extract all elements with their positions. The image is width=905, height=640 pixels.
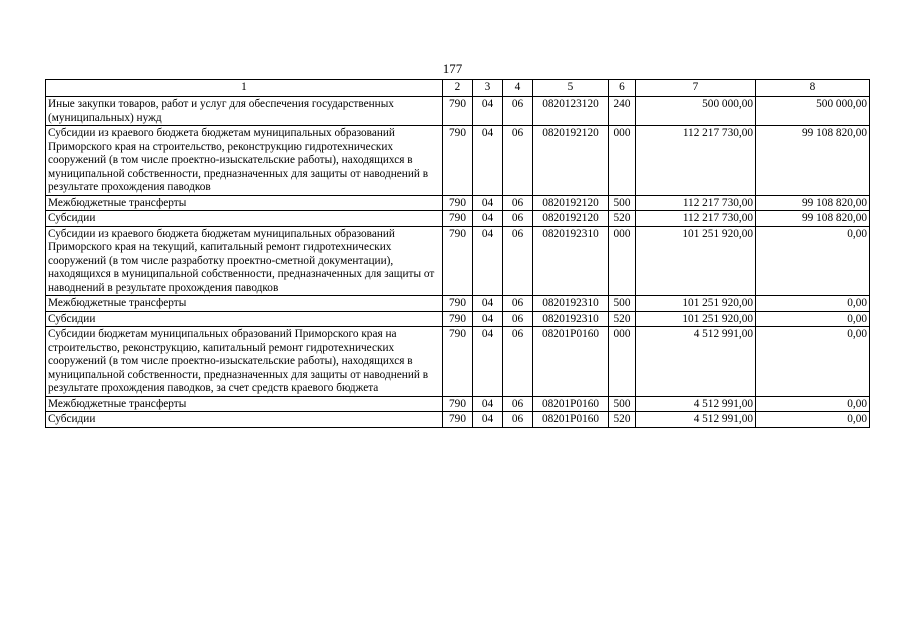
row-amount-7: 101 251 920,00 [636, 226, 756, 296]
table-row [46, 211, 870, 227]
row-code-2: 790 [443, 327, 473, 397]
row-amount-7: 4 512 991,00 [636, 412, 756, 428]
row-code-5: 08201P0160 [533, 327, 609, 397]
row-code-4: 06 [503, 396, 533, 412]
row-code-5: 0820192120 [533, 126, 609, 196]
row-code-5: 0820192310 [533, 226, 609, 296]
column-header: 7 [636, 80, 756, 97]
row-amount-7: 500 000,00 [636, 97, 756, 126]
column-header: 8 [756, 80, 870, 97]
row-code-5: 0820123120 [533, 97, 609, 126]
row-amount-7: 4 512 991,00 [636, 327, 756, 397]
row-code-3: 04 [473, 296, 503, 312]
row-code-4: 06 [503, 211, 533, 227]
row-code-2: 790 [443, 396, 473, 412]
table-row [46, 396, 870, 412]
row-code-4: 06 [503, 327, 533, 397]
table-row [46, 327, 870, 397]
row-name: Субсидии [46, 311, 443, 327]
row-code-2: 790 [443, 412, 473, 428]
row-code-3: 04 [473, 211, 503, 227]
row-amount-8: 99 108 820,00 [756, 195, 870, 211]
row-code-6: 500 [609, 195, 636, 211]
row-code-5: 0820192120 [533, 211, 609, 227]
row-code-3: 04 [473, 126, 503, 196]
row-name: Субсидии из краевого бюджета бюджетам муниципальных образований Приморского края на текущий, капитальный ремонт гидротехнических сооружений (в том числе разработку проектно-сметной документации), находящихся в муниципальной собственности, предназначенных для защиты от наводнений в результате прохождения паводков [46, 226, 443, 296]
row-code-6: 500 [609, 296, 636, 312]
row-code-6: 000 [609, 226, 636, 296]
row-code-4: 06 [503, 296, 533, 312]
row-code-4: 06 [503, 412, 533, 428]
row-code-5: 0820192120 [533, 195, 609, 211]
row-amount-7: 112 217 730,00 [636, 195, 756, 211]
row-code-3: 04 [473, 412, 503, 428]
row-code-3: 04 [473, 311, 503, 327]
row-code-6: 000 [609, 126, 636, 196]
row-amount-7: 4 512 991,00 [636, 396, 756, 412]
row-name: Иные закупки товаров, работ и услуг для обеспечения государственных (муниципальных) нужд [46, 97, 443, 126]
row-code-2: 790 [443, 211, 473, 227]
row-amount-8: 0,00 [756, 412, 870, 428]
row-name: Субсидии [46, 211, 443, 227]
row-name: Межбюджетные трансферты [46, 396, 443, 412]
column-header: 5 [533, 80, 609, 97]
table-row [46, 97, 870, 126]
row-code-2: 790 [443, 311, 473, 327]
row-amount-8: 0,00 [756, 327, 870, 397]
row-name: Субсидии из краевого бюджета бюджетам муниципальных образований Приморского края на строительство, реконструкцию гидротехнических сооружений (в том числе проектно-изыскательские работы), находящихся в муниципальной собственности, предназначенных для защиты от наводнений в результате прохождения паводков [46, 126, 443, 196]
row-amount-7: 101 251 920,00 [636, 296, 756, 312]
row-amount-8: 0,00 [756, 396, 870, 412]
row-code-2: 790 [443, 126, 473, 196]
row-amount-8: 0,00 [756, 311, 870, 327]
table-row [46, 195, 870, 211]
table-row [46, 226, 870, 296]
row-amount-7: 101 251 920,00 [636, 311, 756, 327]
row-code-2: 790 [443, 296, 473, 312]
row-code-2: 790 [443, 97, 473, 126]
row-code-6: 520 [609, 211, 636, 227]
column-header: 6 [609, 80, 636, 97]
row-amount-7: 112 217 730,00 [636, 211, 756, 227]
row-code-4: 06 [503, 226, 533, 296]
row-name: Межбюджетные трансферты [46, 296, 443, 312]
row-code-3: 04 [473, 396, 503, 412]
table-row [46, 296, 870, 312]
row-code-3: 04 [473, 226, 503, 296]
row-code-2: 790 [443, 226, 473, 296]
row-amount-7: 112 217 730,00 [636, 126, 756, 196]
row-code-5: 08201P0160 [533, 412, 609, 428]
table-row [46, 126, 870, 196]
row-code-6: 500 [609, 396, 636, 412]
row-name: Межбюджетные трансферты [46, 195, 443, 211]
row-code-4: 06 [503, 97, 533, 126]
table-row [46, 412, 870, 428]
row-code-6: 000 [609, 327, 636, 397]
header-row [46, 80, 870, 97]
row-amount-8: 0,00 [756, 226, 870, 296]
budget-table [45, 79, 870, 428]
row-amount-8: 500 000,00 [756, 97, 870, 126]
column-header: 3 [473, 80, 503, 97]
row-name: Субсидии [46, 412, 443, 428]
row-code-6: 520 [609, 311, 636, 327]
row-code-5: 0820192310 [533, 311, 609, 327]
column-header: 4 [503, 80, 533, 97]
row-name: Субсидии бюджетам муниципальных образований Приморского края на строительство, реконструкцию, капитальный ремонт гидротехнических сооружений (в том числе проектно-изыскательские работы), находящихся в муниципальной собственности, предназначенных для защиты от наводнений в результате прохождения паводков, за счет средств краевого бюджета [46, 327, 443, 397]
row-amount-8: 0,00 [756, 296, 870, 312]
row-code-6: 520 [609, 412, 636, 428]
row-code-3: 04 [473, 195, 503, 211]
row-code-2: 790 [443, 195, 473, 211]
row-code-3: 04 [473, 97, 503, 126]
row-amount-8: 99 108 820,00 [756, 126, 870, 196]
row-code-4: 06 [503, 195, 533, 211]
column-header: 2 [443, 80, 473, 97]
row-code-4: 06 [503, 126, 533, 196]
page-number: 177 [442, 61, 463, 76]
row-amount-8: 99 108 820,00 [756, 211, 870, 227]
row-code-4: 06 [503, 311, 533, 327]
row-code-6: 240 [609, 97, 636, 126]
row-code-3: 04 [473, 327, 503, 397]
column-header: 1 [46, 80, 443, 97]
row-code-5: 08201P0160 [533, 396, 609, 412]
table-row [46, 311, 870, 327]
row-code-5: 0820192310 [533, 296, 609, 312]
